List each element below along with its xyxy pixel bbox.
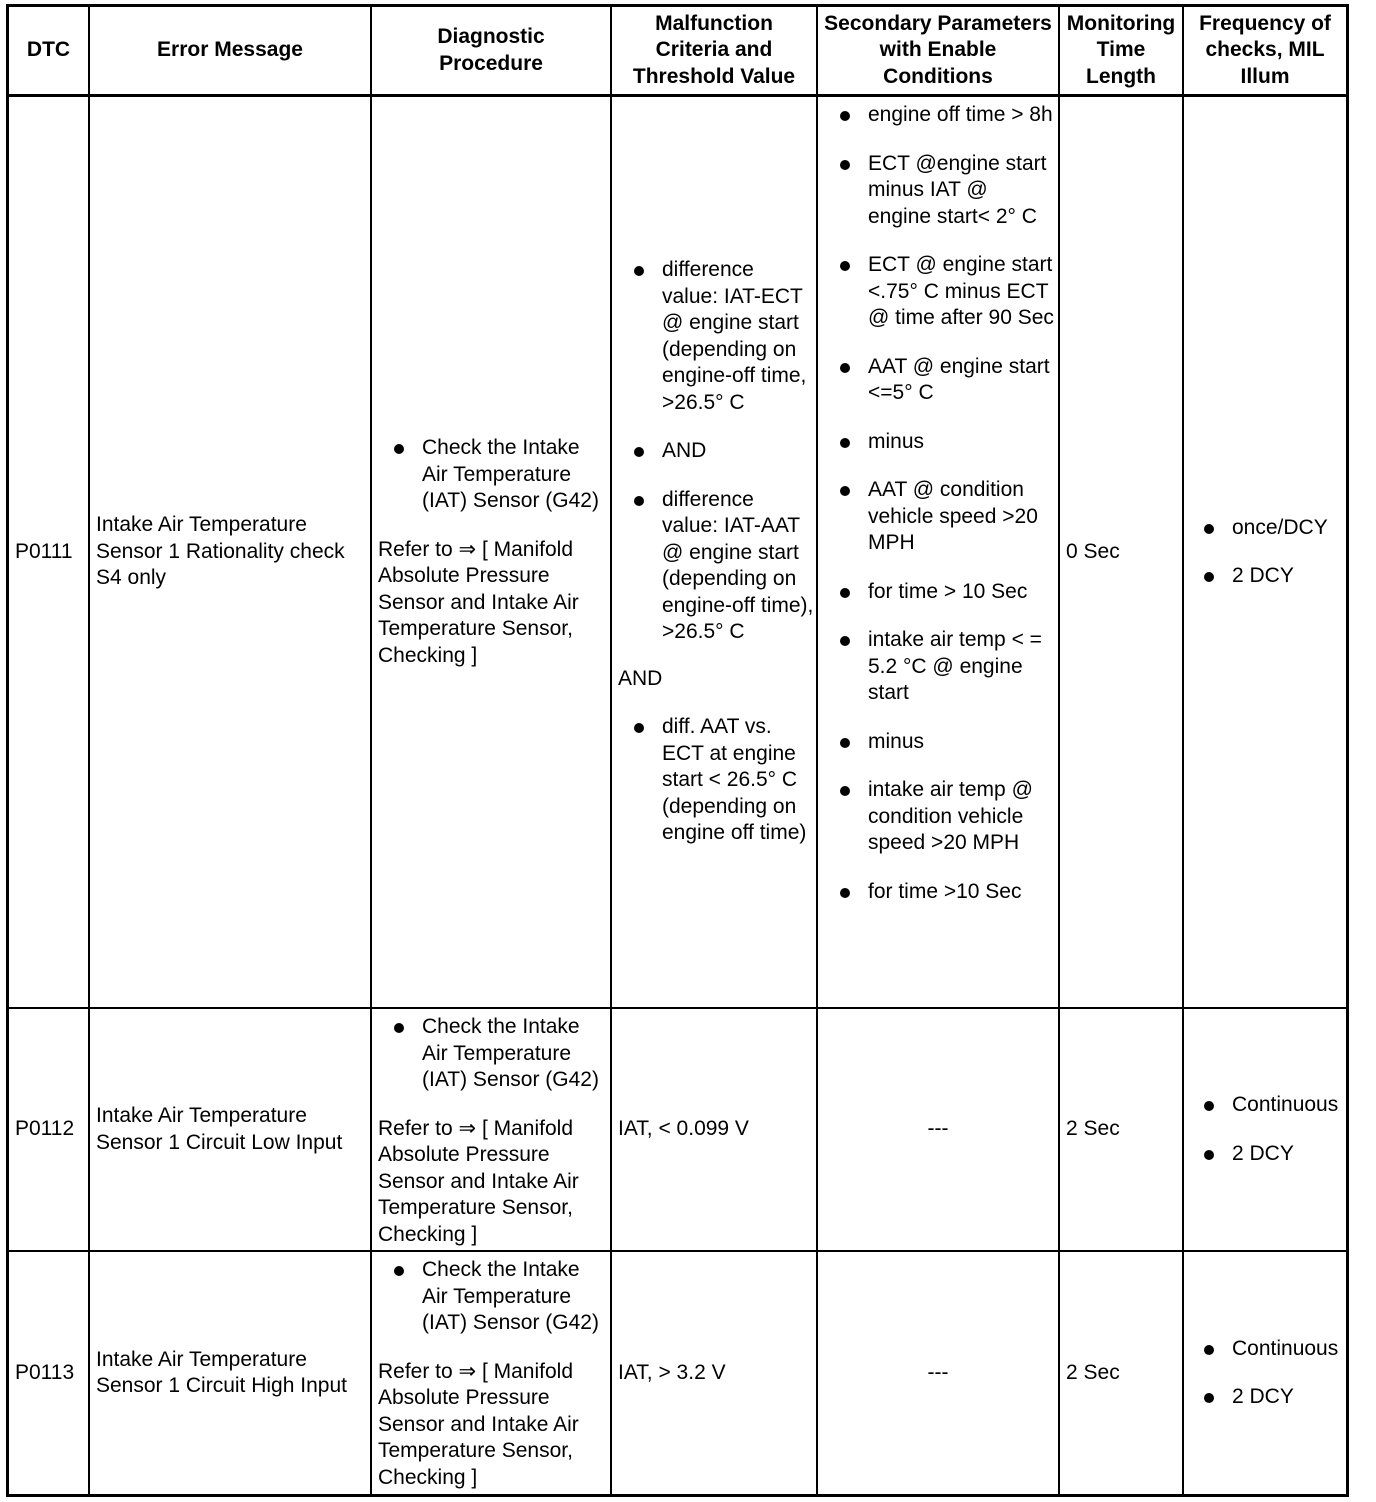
frequency-bullet: Continuous	[1188, 1092, 1346, 1119]
error-message-cell	[90, 1252, 370, 1494]
header-diagnostic-procedure: Diagnostic Procedure	[437, 25, 545, 75]
secondary-parameters-cell	[818, 1252, 1058, 1494]
table-row	[9, 97, 88, 1007]
malfunction-criteria-cell	[612, 97, 816, 1007]
criteria-bullet: AND	[618, 438, 814, 465]
dtc-code: P0111	[15, 539, 73, 563]
monitoring-time: 0 Sec	[1066, 539, 1120, 563]
monitoring-time: 2 Sec	[1066, 1360, 1120, 1384]
header-malfunction-criteria: Malfunction Criteria and Threshold Value	[632, 11, 796, 88]
error-message-cell	[90, 1009, 370, 1250]
dtc-code: P0112	[15, 1117, 75, 1141]
monitoring-time-cell	[1060, 1252, 1182, 1494]
secondary-bullet: intake air temp < = 5.2 °C @ engine start	[824, 627, 1056, 707]
malfunction-criteria-cell	[612, 1009, 816, 1250]
frequency-bullet: 2 DCY	[1188, 563, 1346, 590]
criteria-bullet: difference value: IAT-ECT @ engine start (depending on engine-off time, >26.5° C	[618, 257, 814, 416]
error-message: Intake Air Temperature Sensor 1 Rationality check S4 only	[96, 513, 345, 590]
secondary-bullet: for time > 10 Sec	[824, 579, 1056, 606]
criteria-and: AND	[618, 666, 663, 690]
secondary-bullet: engine off time > 8h	[824, 102, 1056, 129]
table-border-bottom	[6, 1494, 1349, 1497]
criteria-bullet: difference value: IAT-AAT @ engine start (depending on engine-off time), >26.5° C	[618, 487, 814, 646]
frequency-bullet: Continuous	[1188, 1336, 1346, 1363]
monitoring-time: 2 Sec	[1066, 1117, 1120, 1141]
frequency-bullet: once/DCY	[1188, 515, 1346, 542]
procedure-reference-link[interactable]: Refer to ⇒ [ Manifold Absolute Pressure Sensor and Intake Air Temperature Sensor, Checking ]	[378, 1359, 579, 1489]
frequency-cell	[1184, 97, 1346, 1007]
secondary-parameters-cell	[818, 1009, 1058, 1250]
error-message-cell	[90, 97, 370, 1007]
procedure-bullet: Check the Intake Air Temperature (IAT) Sensor (G42)	[378, 1014, 606, 1094]
secondary-bullet: minus	[824, 729, 1056, 756]
frequency-cell	[1184, 1252, 1346, 1494]
error-message: Intake Air Temperature Sensor 1 Circuit Low Input	[96, 1104, 343, 1154]
dtc-code: P0113	[15, 1360, 75, 1384]
secondary-bullet: ECT @engine start minus IAT @ engine start< 2° C	[824, 151, 1056, 231]
malfunction-threshold: IAT, > 3.2 V	[618, 1360, 726, 1384]
diagnostic-procedure-cell	[372, 1257, 610, 1494]
secondary-none: ---	[927, 1117, 949, 1141]
error-message: Intake Air Temperature Sensor 1 Circuit High Input	[96, 1347, 347, 1397]
header-secondary-parameters: Secondary Parameters with Enable Conditions	[824, 11, 1052, 88]
header-frequency: Frequency of checks, MIL Illum	[1199, 11, 1331, 88]
diagnostic-procedure-cell	[372, 97, 610, 1007]
procedure-bullet: Check the Intake Air Temperature (IAT) Sensor (G42)	[378, 435, 606, 515]
secondary-bullet: minus	[824, 429, 1056, 456]
secondary-none: ---	[927, 1360, 949, 1384]
frequency-cell	[1184, 1009, 1346, 1250]
procedure-reference-link[interactable]: Refer to ⇒ [ Manifold Absolute Pressure Sensor and Intake Air Temperature Sensor, Checking ]	[378, 1116, 579, 1246]
monitoring-time-cell	[1060, 97, 1182, 1007]
malfunction-threshold: IAT, < 0.099 V	[618, 1117, 749, 1141]
diagnostic-procedure-cell	[372, 1014, 610, 1250]
secondary-bullet: ECT @ engine start <.75° C minus ECT @ time after 90 Sec	[824, 252, 1056, 332]
frequency-bullet: 2 DCY	[1188, 1384, 1346, 1411]
monitoring-time-cell	[1060, 1009, 1182, 1250]
secondary-bullet: for time >10 Sec	[824, 879, 1056, 906]
secondary-bullet: AAT @ condition vehicle speed >20 MPH	[824, 477, 1056, 557]
procedure-reference-link[interactable]: Refer to ⇒ [ Manifold Absolute Pressure Sensor and Intake Air Temperature Sensor, Checking ]	[378, 537, 579, 667]
secondary-bullet: intake air temp @ condition vehicle speed >20 MPH	[824, 777, 1056, 857]
table-row	[9, 1009, 88, 1250]
table-row	[9, 1252, 88, 1494]
secondary-parameters-cell	[818, 102, 1058, 1007]
header-monitoring-time: Monitoring Time Length	[1066, 11, 1176, 88]
procedure-bullet: Check the Intake Air Temperature (IAT) Sensor (G42)	[378, 1257, 606, 1337]
criteria-bullet: diff. AAT vs. ECT at engine start < 26.5° C (depending on engine off time)	[618, 714, 814, 847]
secondary-bullet: AAT @ engine start <=5° C	[824, 354, 1056, 407]
frequency-bullet: 2 DCY	[1188, 1141, 1346, 1168]
malfunction-criteria-cell	[612, 1252, 816, 1494]
table-border-right	[1346, 4, 1349, 1497]
header-error-message: Error Message	[157, 38, 303, 62]
header-dtc: DTC	[26, 38, 71, 62]
